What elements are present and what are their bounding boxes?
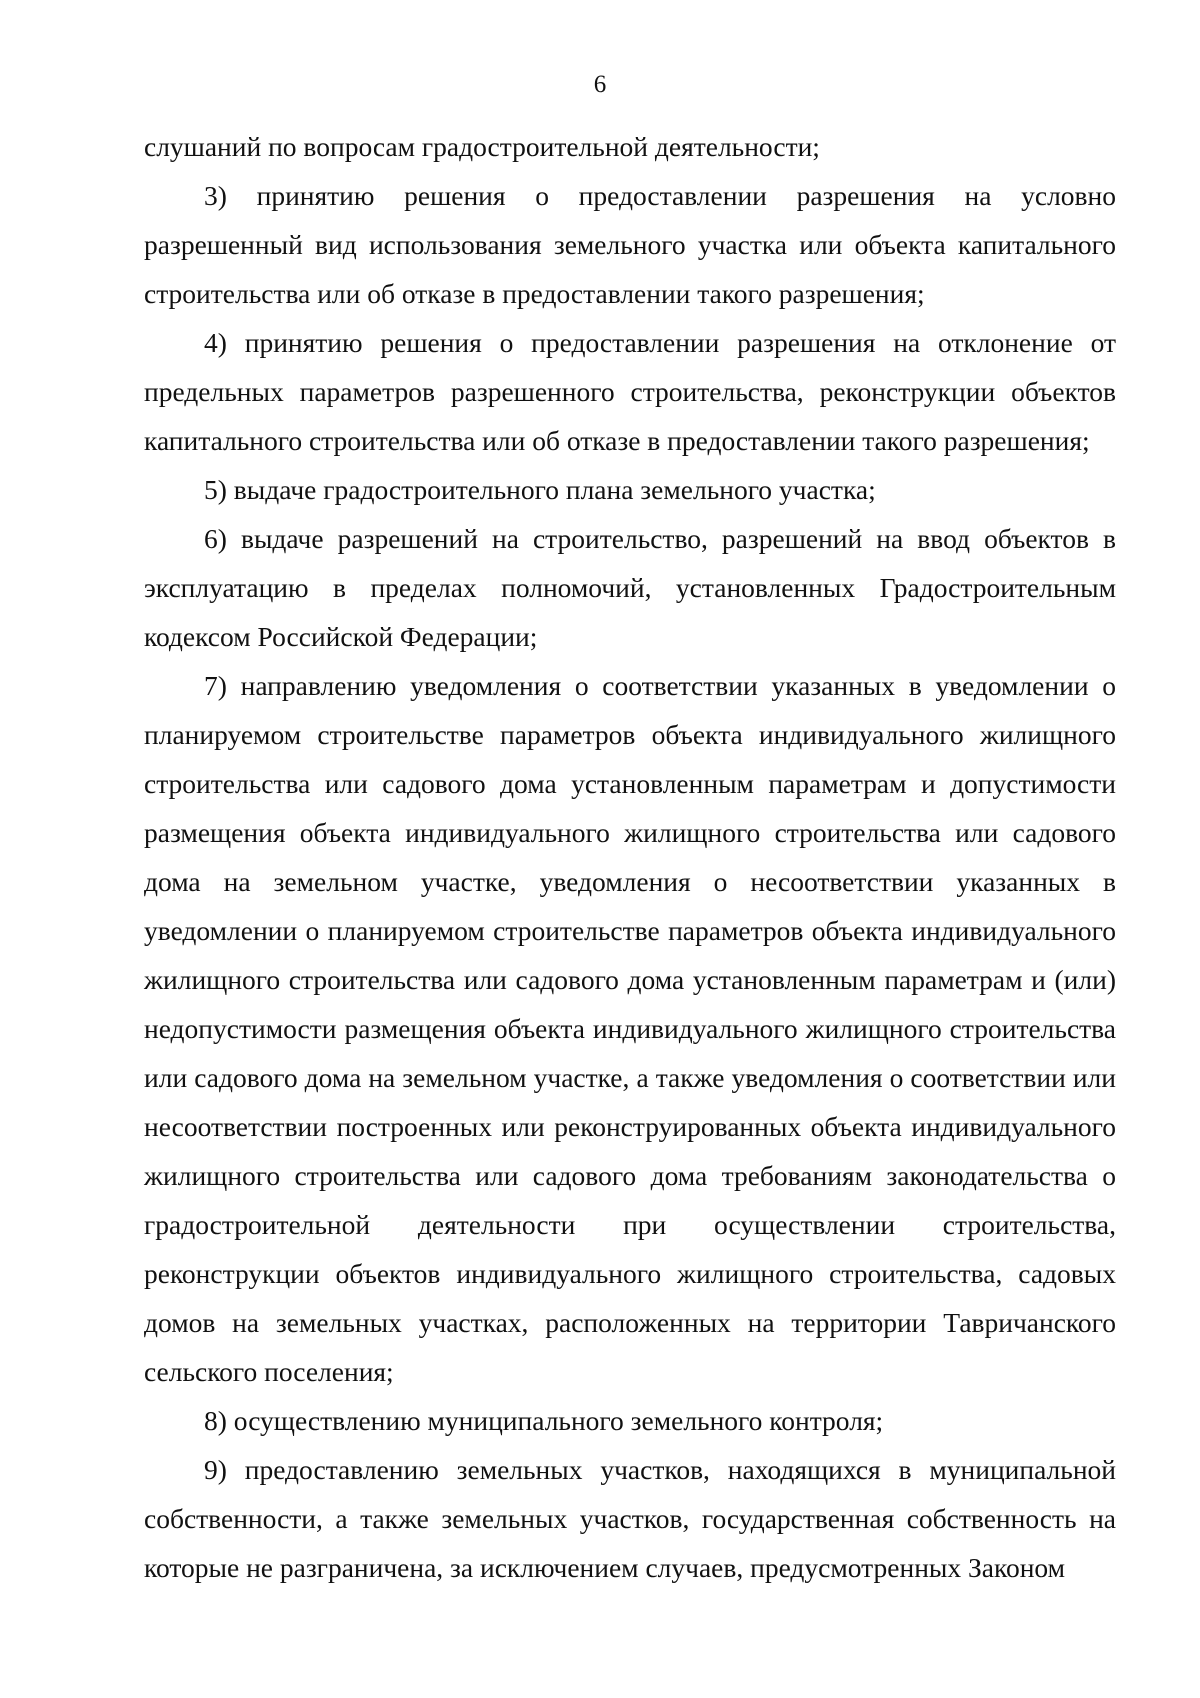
paragraph-continued: слушаний по вопросам градостроительной деятельности;	[144, 131, 820, 162]
document-body	[144, 122, 1116, 1592]
paragraph-item-8: 8) осуществлению муниципального земельного контроля;	[204, 1405, 884, 1436]
paragraph-item-9: 9) предоставлению земельных участков, находящихся в муниципальной собственности, а также земельных участков, государственная собственность на которые не разграничена, за исключением случаев, предусмотренных Законом	[144, 1454, 1116, 1583]
paragraph-item-6: 6) выдаче разрешений на строительство, разрешений на ввод объектов в эксплуатацию в пределах полномочий, установленных Градостроительным кодексом Российской Федерации;	[144, 523, 1116, 652]
paragraph-item-3: 3) принятию решения о предоставлении разрешения на условно разрешенный вид использования земельного участка или объекта капитального строительства или об отказе в предоставлении такого разрешения;	[144, 180, 1116, 309]
page-number: 6	[593, 71, 607, 98]
paragraph-item-4: 4) принятию решения о предоставлении разрешения на отклонение от предельных параметров разрешенного строительства, реконструкции объектов капитального строительства или об отказе в предоставлении такого разрешения;	[144, 327, 1116, 456]
paragraph-item-7: 7) направлению уведомления о соответствии указанных в уведомлении о планируемом строительстве параметров объекта индивидуального жилищного строительства или садового дома установленным параметрам и допустимости размещения объекта индивидуального жилищного строительства или садового дома на земельном участке, уведомления о несоответствии указанных в уведомлении о планируемом строительстве параметров объекта индивидуального жилищного строительства или садового дома установленным параметрам и (или) недопустимости размещения объекта индивидуального жилищного строительства или садового дома на земельном участке, а также уведомления о соответствии или несоответствии построенных или реконструированных объекта индивидуального жилищного строительства или садового дома требованиям законодательства о градостроительной деятельности при осуществлении строительства, реконструкции объектов индивидуального жилищного строительства, садовых домов на земельных участках, расположенных на территории Тавричанского сельского поселения;	[144, 670, 1116, 1387]
paragraph-item-5: 5) выдаче градостроительного плана земельного участка;	[204, 474, 876, 505]
